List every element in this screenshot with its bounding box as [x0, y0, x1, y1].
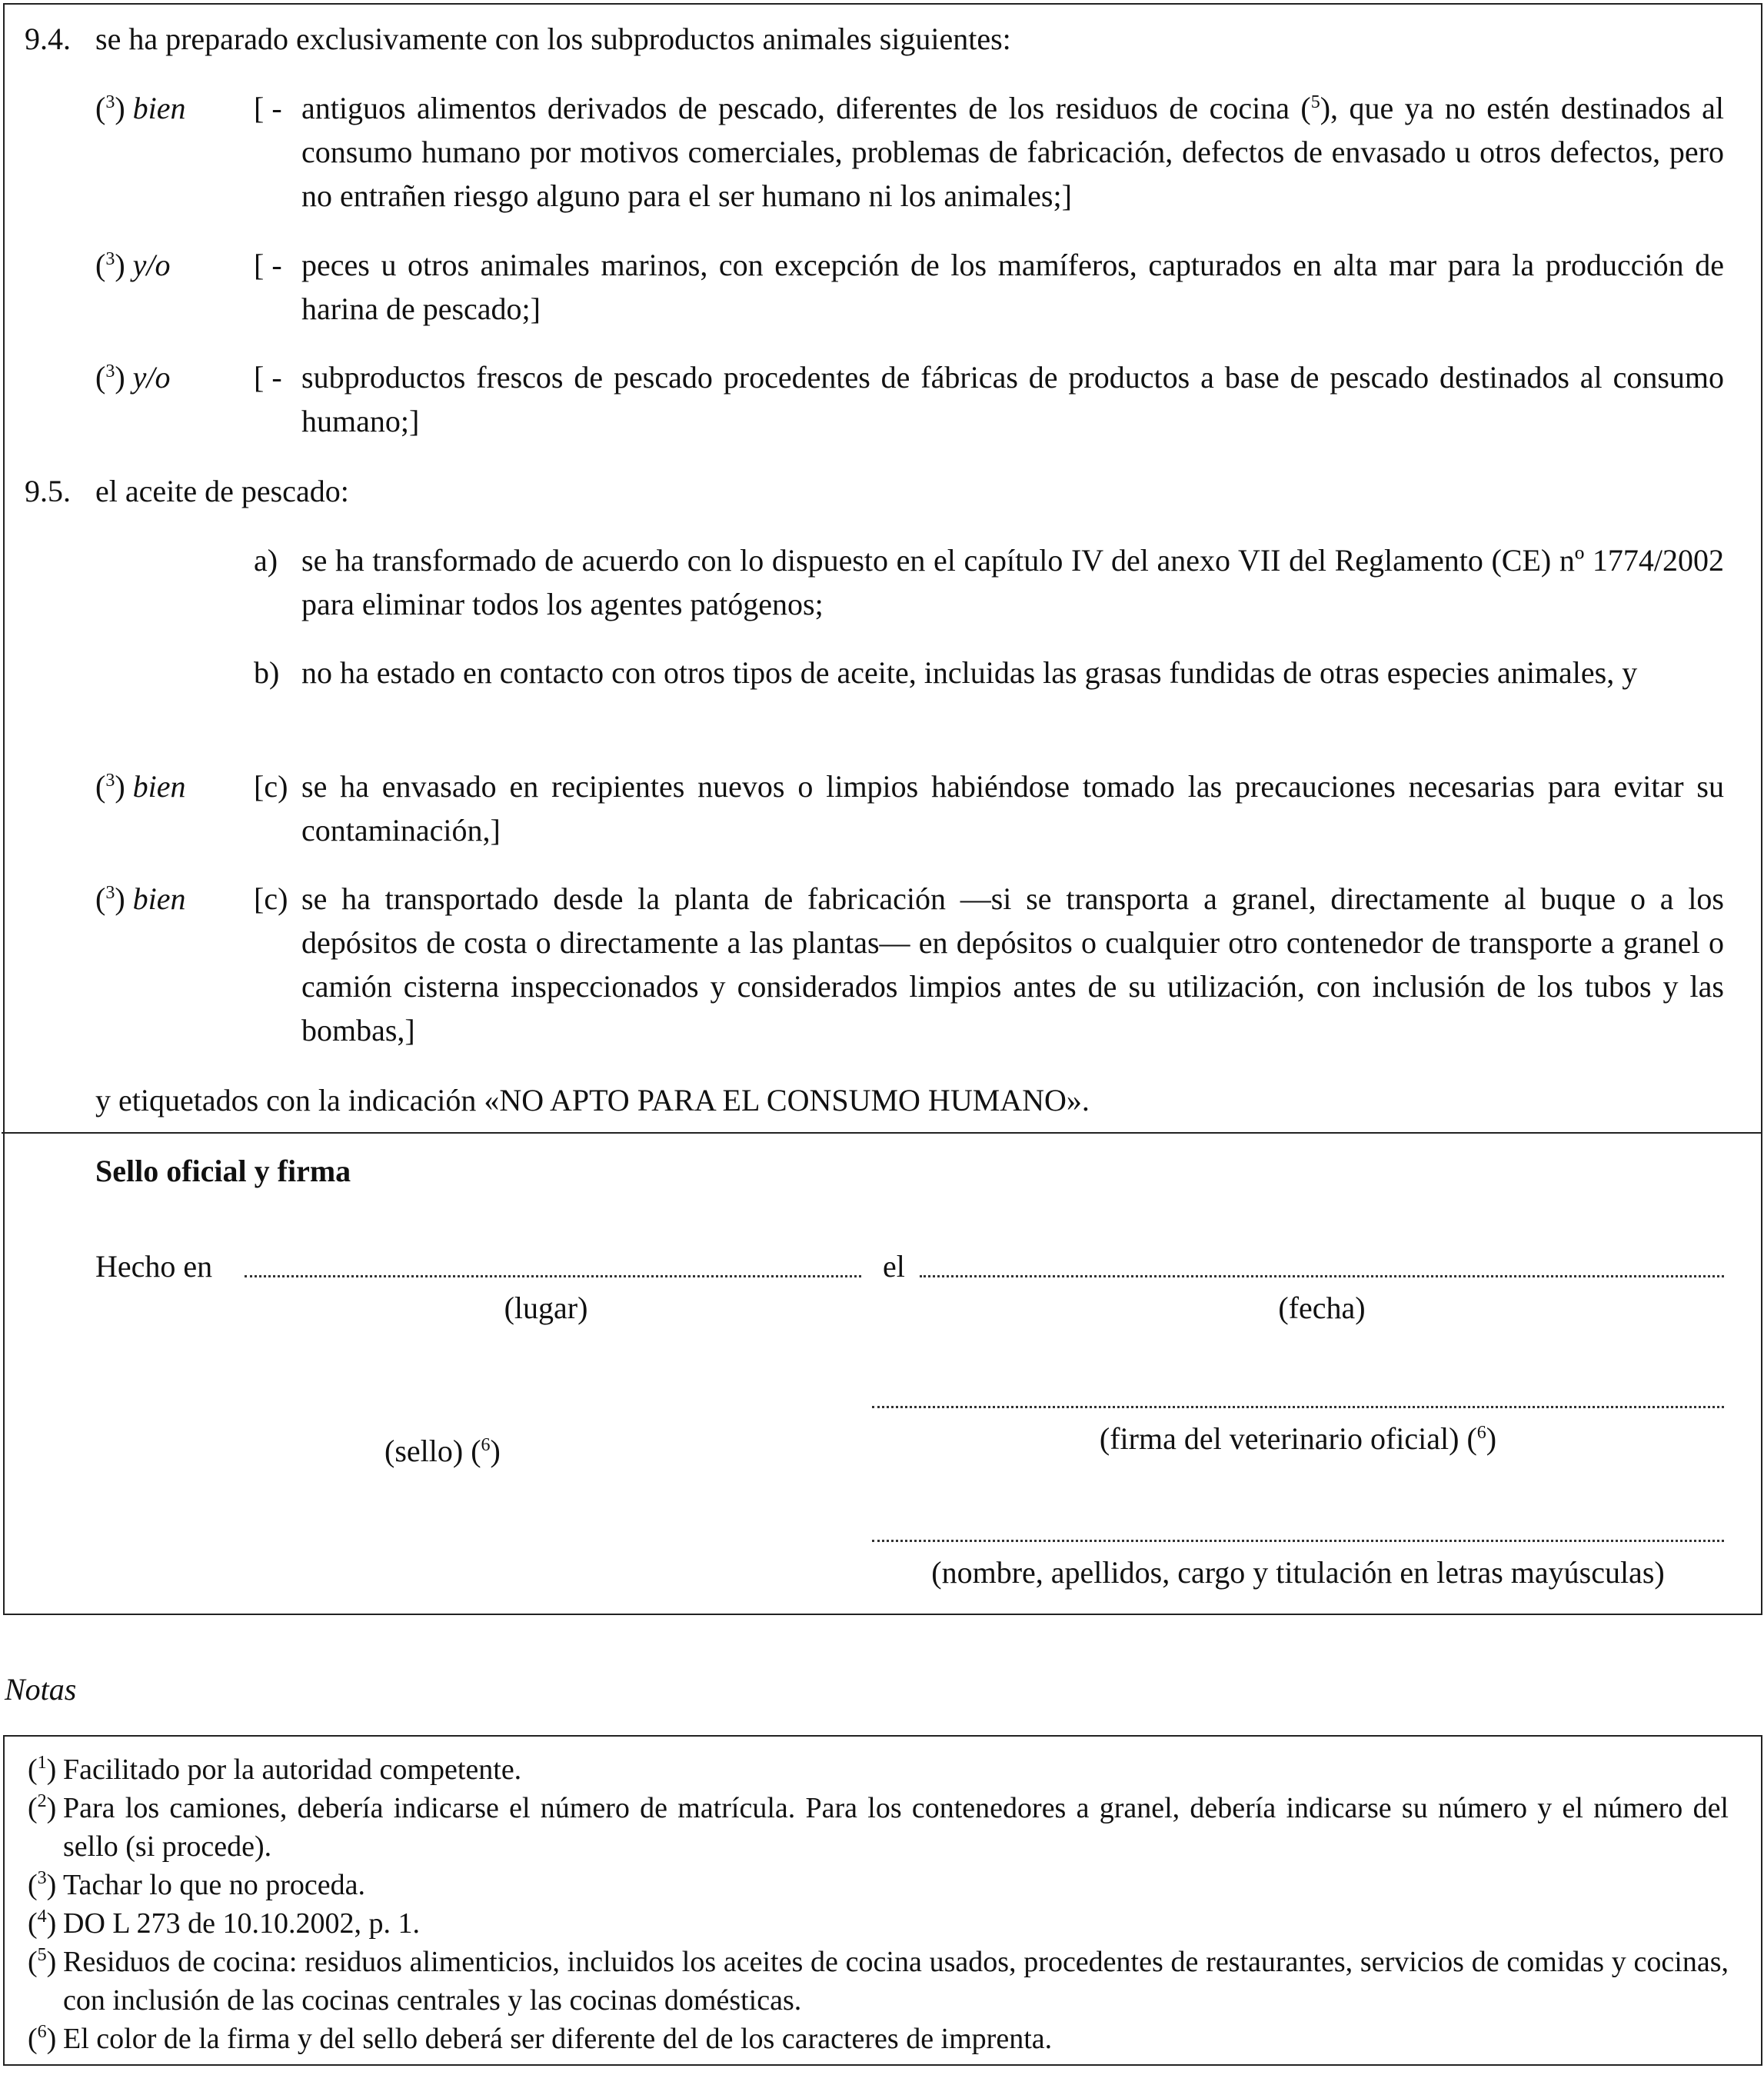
section-9-5-intro: el aceite de pescado: — [95, 474, 349, 508]
footnote-ref: 3 — [105, 92, 115, 112]
place-caption: (lugar) — [504, 1291, 588, 1325]
name-caption: (nombre, apellidos, cargo y titulación en letras mayúsculas) — [931, 1555, 1665, 1590]
item-text: se ha envasado en recipientes nuevos o limpios habiéndose tomado las precauciones necesarias para evitar su contaminación,] — [301, 769, 1724, 848]
section-9-5-number: 9.5. — [25, 474, 71, 508]
item-mark: [c) — [254, 881, 288, 916]
item-mark: [c) — [254, 769, 288, 804]
item-label: ($^3$) y/o — [95, 248, 171, 282]
item-mark: a) — [254, 543, 278, 578]
signature-heading: Sello oficial y firma — [95, 1154, 351, 1188]
on-label: el — [883, 1249, 905, 1284]
section-divider — [2, 1132, 1762, 1134]
footnote-ref: 3 — [105, 249, 115, 269]
note-ref: ($^4$) — [28, 1907, 57, 1940]
note-text: Para los camiones, debería indicarse el número de matrícula. Para los contenedores a granel, debería indicarse su número y el número del sello (si procede). — [63, 1792, 1729, 1863]
note-text: Facilitado por la autoridad competente. — [63, 1754, 522, 1786]
item-text: se ha transformado de acuerdo con lo dispuesto en el capítulo IV del anexo VII del Reglamento (CE) nº 1774/2002 para eliminar todos los agentes patógenos; — [301, 543, 1724, 621]
note-text: Residuos de cocina: residuos alimenticios, incluidos los aceites de cocina usados, procedentes de restaurantes, servicios de comidas y cocinas, con inclusión de las cocinas centrales y las cocinas domésticas. — [63, 1946, 1729, 2017]
signature-dotted-line[interactable] — [872, 1406, 1724, 1408]
notes-box — [3, 1735, 1762, 2066]
item-label: ($^3$) y/o — [95, 360, 171, 395]
footnote-ref: 3 — [105, 771, 115, 791]
note-text: Tachar lo que no proceda. — [63, 1869, 365, 1901]
footnote-ref: 3 — [105, 883, 115, 903]
item-text: se ha transportado desde la planta de fabricación —si se transporta a granel, directamente al buque o a los depósitos de costa o directamente a las plantas— en depósitos o cualquier otro contenedor de transporte a granel o camión cisterna inspeccionados y considerados limpios antes de su utilización, con inclusión de los tubos y las bombas,] — [301, 881, 1724, 1047]
item-label: ($^3$) bien — [95, 91, 186, 125]
footnote-ref: 3 — [105, 361, 115, 381]
footnote-ref: 5 — [1310, 92, 1320, 112]
note-ref: ($^1$) — [28, 1753, 57, 1786]
item-mark: b) — [254, 655, 280, 690]
seal-caption: (sello) ($^6$) — [384, 1434, 501, 1468]
date-caption: (fecha) — [1278, 1291, 1366, 1325]
section-9-4-intro: se ha preparado exclusivamente con los subproductos animales siguientes: — [95, 22, 1011, 56]
signature-caption: (firma del veterinario oficial) ($^6$) — [1099, 1421, 1497, 1456]
item-label: ($^3$) bien — [95, 769, 186, 804]
date-dotted-line[interactable] — [920, 1275, 1724, 1277]
footnote-ref: 6 — [481, 1435, 491, 1455]
note-ref: ($^3$) — [28, 1868, 57, 1901]
item-mark: [ - — [254, 248, 282, 282]
item-text: subproductos frescos de pescado procedentes de fábricas de productos a base de pescado destinados al consumo humano;] — [301, 360, 1724, 438]
item-mark: [ - — [254, 91, 282, 125]
note-ref: ($^2$) — [28, 1791, 57, 1824]
item-text: no ha estado en contacto con otros tipos de aceite, incluidas las grasas fundidas de otras especies animales, y — [301, 655, 1638, 690]
note-text: DO L 273 de 10.10.2002, p. 1. — [63, 1907, 421, 1940]
item-label: ($^3$) bien — [95, 881, 186, 916]
note-text: El color de la firma y del sello deberá ser diferente del de los caracteres de imprenta. — [63, 2023, 1053, 2055]
place-dotted-line[interactable] — [245, 1275, 861, 1277]
item-text: antiguos alimentos derivados de pescado, diferentes de los residuos de cocina ($^5$), que ya no estén destinados al consumo humano por motivos comerciales, problemas de fabricación, defectos de envasado u otros defectos, pero no entrañen riesgo alguno para el ser humano ni los animales;] — [301, 91, 1725, 213]
done-at-label: Hecho en — [95, 1249, 213, 1284]
item-mark: [ - — [254, 360, 282, 395]
closing-statement: y etiquetados con la indicación «NO APTO PARA EL CONSUMO HUMANO». — [95, 1083, 1090, 1117]
notes-title: Notas — [5, 1672, 77, 1707]
note-ref: ($^5$) — [28, 1945, 57, 1978]
note-ref: ($^6$) — [28, 2022, 57, 2055]
section-9-4-number: 9.4. — [25, 22, 71, 56]
item-text: peces u otros animales marinos, con excepción de los mamíferos, capturados en alta mar para la producción de harina de pescado;] — [301, 248, 1724, 326]
name-dotted-line[interactable] — [872, 1540, 1724, 1542]
footnote-ref: 6 — [1476, 1423, 1486, 1443]
